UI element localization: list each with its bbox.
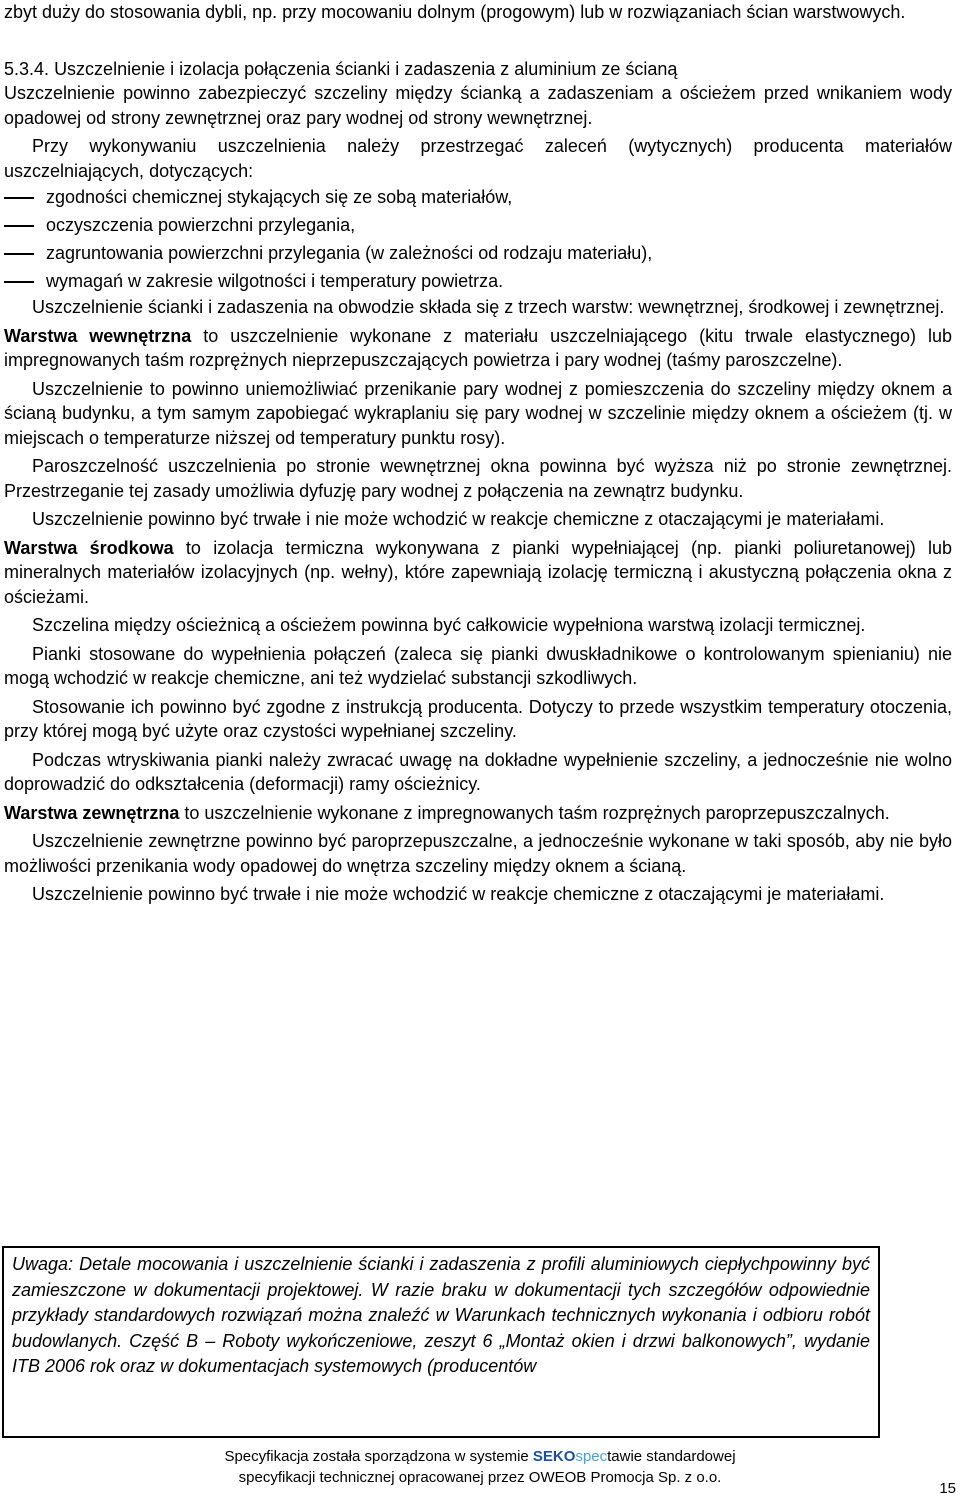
paragraph-6: Uszczelnienie powinno być trwałe i nie może wchodzić w reakcje chemiczne z otaczającymi je materiałami. [32, 509, 885, 529]
paragraph-5: Paroszczelność uszczelnienia po stronie wewnętrznej okna powinna być wyższa niż po stronie zewnętrznej. Przestrzeganie tej zasady umożliwia dyfuzję pary wodnej z połączenia na zewnątrz budynku. [4, 456, 952, 501]
note-box: Uwaga: Detale mocowania i uszczelnienie ścianki i zadaszenia z profili aluminiowych ciepłychpowinny być zamieszczone w dokumentacji projektowej. W razie braku w dokumentacji tych szczegółów odpowiednie przykłady standardowych rozwiązań można znaleźć w Warunkach technicznych wykonania i odbioru robót budowlanych. Część B – Roboty wykończeniowe, zeszyt 6 „Montaż okien i drzwi balkonowych”, wydanie ITB 2006 rok oraz w dokumentacjach systemowych (producentów [2, 1246, 880, 1438]
brand-seko-logo: SEKO [532, 1448, 576, 1465]
footer-text-end: tawie standardowej [607, 1448, 736, 1465]
paragraph-2: Przy wykonywaniu uszczelnienia należy przestrzegać zaleceń (wytycznych) producenta materiałów uszczelniających, dotyczących: [4, 136, 952, 181]
section-heading [4, 57, 952, 82]
page-footer [0, 1446, 960, 1488]
paragraph-1: Uszczelnienie powinno zabezpieczyć szczeliny między ścianką a zadaszeniam a ościeżem przed wnikaniem wody opadowej od strony zewnętrznej oraz pary wodnej od strony wewnętrznej. [4, 83, 952, 128]
inner-layer-text: to uszczelnienie wykonane z materiału uszczelniającego (kitu trwale elastycznego) lub impregnowanych taśm rozprężnych nieprzepuszczających powietrza i pary wodnej (taśmy paroszczelne). [4, 325, 952, 370]
requirements-list [4, 183, 952, 295]
paragraph-7: Szczelina między ościeżnicą a ościeżem powinna być całkowicie wypełniona warstwą izolacji termicznej. [32, 615, 866, 635]
paragraph-10: Podczas wtryskiwania pianki należy zwracać uwagę na dokładne wypełnienie szczeliny, a jednocześnie nie wolno doprowadzić do odkształcenia (deformacji) ramy ościeżnicy. [4, 749, 952, 794]
brand-spec-logo: spec [575, 1448, 608, 1465]
list-item: zagruntowania powierzchni przylegania (w zależności od rodzaju materiału), [4, 239, 952, 267]
middle-layer-text: to izolacja termiczna wykonywana z pianki wypełniającej (np. pianki poliuretanowej) lub mineralnych materiałów izolacyjnych (np. wełny), które zapewniają izolację termiczną i akustyczną połączenia okna z ościeżami. [4, 537, 952, 607]
middle-layer-label: Warstwa środkowa [4, 537, 174, 558]
outer-layer-paragraph [4, 801, 952, 826]
paragraph-11: Uszczelnienie zewnętrzne powinno być paroprzepuszczalne, a jednocześnie wykonane w taki sposób, aby nie było możliwości przenikania wody opadowej do wnętrza szczeliny między oknem a ścianą. [4, 831, 952, 876]
outer-layer-label: Warstwa zewnętrzna [4, 802, 180, 823]
inner-layer-label: Warstwa wewnętrzna [4, 325, 192, 346]
list-item: zgodności chemicznej stykających się ze sobą materiałów, [4, 183, 952, 211]
paragraph-9: Stosowanie ich powinno być zgodne z instrukcją producenta. Dotyczy to przede wszystkim temperatury otoczenia, przy której mogą być użyte oraz czystości wypełnianej szczeliny. [4, 696, 952, 741]
paragraph-3: Uszczelnienie ścianki i zadaszenia na obwodzie składa się z trzech warstw: wewnętrznej, środkowej i zewnętrznej. [32, 297, 945, 317]
paragraph-12: Uszczelnienie powinno być trwałe i nie może wchodzić w reakcje chemiczne z otaczającymi je materiałami. [32, 884, 885, 904]
section-number: 5.3.4. [4, 58, 50, 79]
section-title: Uszczelnienie i izolacja połączenia ścianki i zadaszenia z aluminium ze ścianą [54, 58, 678, 79]
paragraph-8: Pianki stosowane do wypełnienia połączeń (zaleca się pianki dwuskładnikowe o kontrolowanym spienianiu) nie mogą wchodzić w reakcje chemiczne, ani też wydzielać substancji szkodliwych. [4, 643, 952, 688]
middle-layer-paragraph [4, 536, 952, 610]
document-page [4, 0, 952, 907]
paragraph-4: Uszczelnienie to powinno uniemożliwiać przenikanie pary wodnej z pomieszczenia do szczeliny między oknem a ścianą budynku, a tym samym zapobiegać wykraplaniu się pary wodnej w szczelinie między oknem a ościeżem (tj. w miejscach o temperaturze niższej od temperatury punktu rosy). [4, 378, 952, 448]
footer-text: Specyfikacja została sporządzona w systemie [224, 1448, 533, 1465]
footer-line-1 [0, 1446, 960, 1467]
list-item: oczyszczenia powierzchni przylegania, [4, 211, 952, 239]
inner-layer-paragraph [4, 324, 952, 373]
intro-paragraph: zbyt duży do stosowania dybli, np. przy mocowaniu dolnym (progowym) lub w rozwiązaniach ścian warstwowych. [4, 2, 906, 22]
outer-layer-text: to uszczelnienie wykonane z impregnowanych taśm rozprężnych paroprzepuszczalnych. [179, 802, 890, 823]
page-number: 15 [939, 1480, 956, 1497]
footer-line-2: specyfikacji technicznej opracowanej przez OWEOB Promocja Sp. z o.o. [238, 1469, 722, 1486]
list-item: wymagań w zakresie wilgotności i temperatury powietrza. [4, 267, 952, 295]
